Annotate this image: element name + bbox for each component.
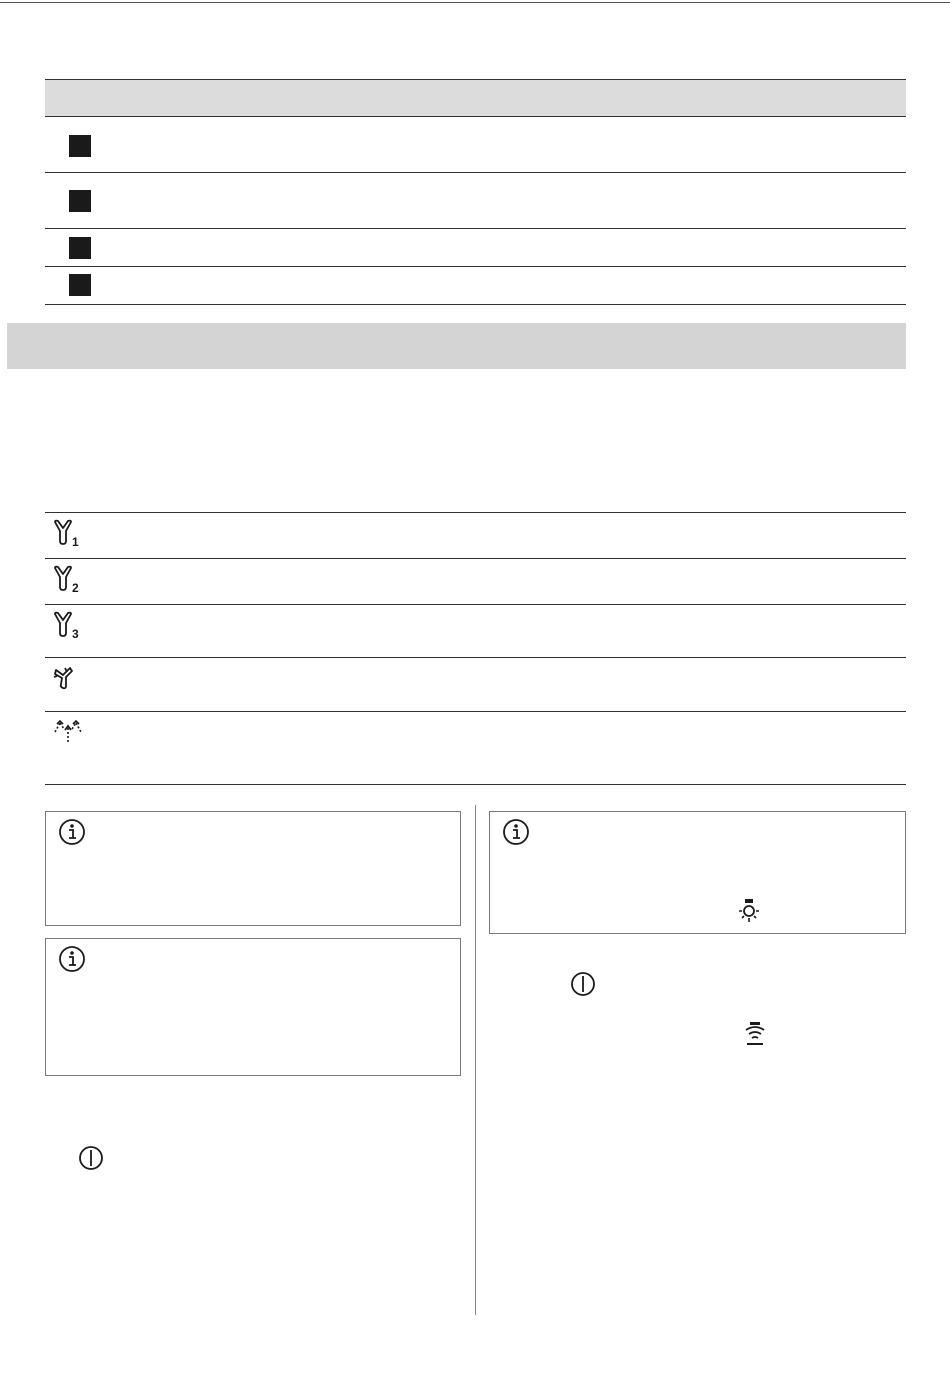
info-note bbox=[45, 811, 461, 926]
square-marker-icon bbox=[69, 190, 91, 212]
svg-text:1: 1 bbox=[72, 535, 79, 547]
square-marker-icon bbox=[69, 237, 91, 259]
info-icon bbox=[58, 945, 86, 973]
square-marker-icon bbox=[69, 135, 91, 157]
fan-speed-2-icon bbox=[51, 565, 85, 593]
fan-boost-icon bbox=[51, 664, 85, 692]
fan-speed-3-icon bbox=[51, 611, 85, 639]
table-row bbox=[45, 267, 906, 305]
breeze-icon bbox=[51, 718, 85, 746]
table-row bbox=[45, 605, 906, 658]
table-row bbox=[45, 559, 906, 605]
table-row bbox=[45, 117, 906, 173]
svg-text:2: 2 bbox=[72, 581, 79, 593]
square-marker-icon bbox=[69, 274, 91, 296]
spec-table bbox=[45, 79, 906, 305]
info-note bbox=[489, 811, 906, 934]
hob2hood-icon bbox=[742, 1021, 768, 1047]
column-divider bbox=[475, 805, 476, 1315]
power-icon bbox=[78, 1145, 104, 1171]
power-icon bbox=[570, 971, 596, 997]
table-row bbox=[45, 229, 906, 267]
spec-table-header bbox=[45, 79, 906, 117]
fan-speed-1-icon bbox=[51, 519, 85, 547]
table-row bbox=[45, 658, 906, 712]
info-icon bbox=[502, 818, 530, 846]
table-row bbox=[45, 712, 906, 785]
table-row bbox=[45, 513, 906, 559]
info-note bbox=[45, 938, 461, 1076]
svg-text:3: 3 bbox=[72, 627, 79, 639]
top-rule bbox=[0, 2, 950, 3]
light-icon bbox=[736, 898, 762, 924]
fan-symbol-table bbox=[45, 512, 906, 785]
section-heading-bar bbox=[7, 323, 906, 369]
info-icon bbox=[58, 818, 86, 846]
table-row bbox=[45, 173, 906, 229]
